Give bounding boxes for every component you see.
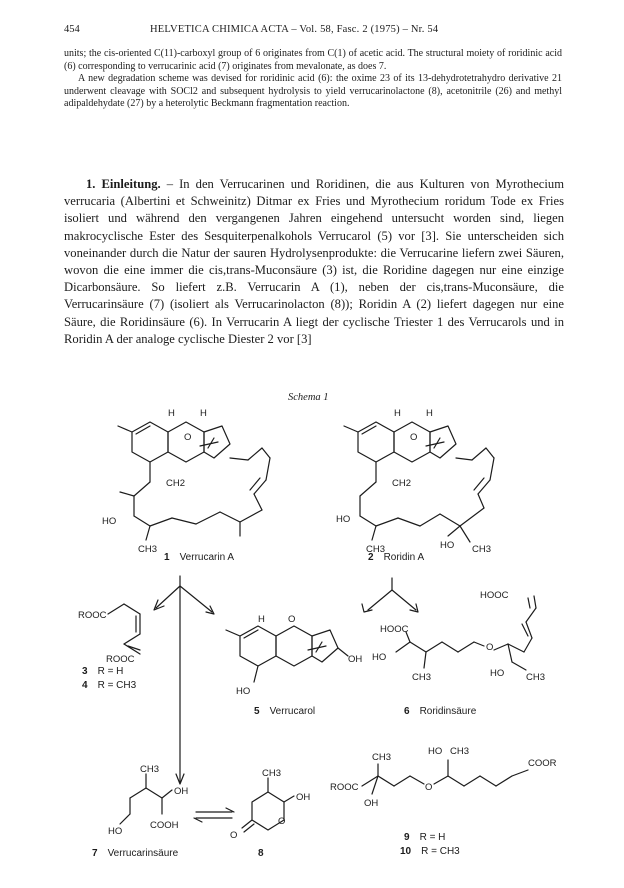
label-o: O xyxy=(410,432,418,443)
label-o: O xyxy=(288,614,296,625)
label-o: O xyxy=(425,782,433,793)
introduction-section xyxy=(64,176,564,348)
label-h: H xyxy=(426,408,433,419)
caption-compound-1: 1 Verrucarin A xyxy=(164,552,235,563)
label-oh: OH xyxy=(296,792,311,803)
label-cooh: COOH xyxy=(150,820,179,831)
label-ch2: CH2 xyxy=(392,478,412,489)
label-h: H xyxy=(394,408,401,419)
label-h: H xyxy=(200,408,207,419)
label-h: H xyxy=(168,408,175,419)
structure-roridin-a xyxy=(344,422,494,542)
running-header xyxy=(64,24,544,40)
label-ch3: CH3 xyxy=(366,544,386,555)
label-ch3: CH3 xyxy=(412,672,432,683)
structure-diester xyxy=(362,760,528,794)
label-o: O xyxy=(486,642,494,653)
structure-muconic-acid xyxy=(108,604,140,654)
label-ho: HO xyxy=(236,686,251,697)
caption-compound-10: 10 R = CH3 xyxy=(400,846,460,857)
label-ho: HO xyxy=(372,652,387,663)
running-head-title: HELVETICA CHIMICA ACTA – Vol. 58, Fasc. 2 (1975) – Nr. 54 xyxy=(150,24,439,35)
label-ch3: CH3 xyxy=(138,544,158,555)
reaction-scheme xyxy=(0,400,624,888)
scheme-title: Schema 1 xyxy=(288,392,329,403)
label-hooc: HOOC xyxy=(480,590,509,601)
label-ho: HO xyxy=(336,514,351,525)
introduction-text: – In den Verrucarinen und Roridinen, die aus Kulturen von Myrothecium verrucaria (Albertini et Schweinitz) Ditmar ex Fries und Myrothecium roridum Tode ex Fries isoliert und während den vergangenen Jahren eingehend untersucht worden sind, liegen makrocyclische Ester des Sesquiterpenalkohols Verrucarol (5) vor [3]. Sie unterscheiden sich voneinander durch die Natur der sauren Hydrolysenprodukte: die Verrucarine liefern zwei Säuren, wovon die eine immer die cis,trans-Muconsäure (3) ist, die Roridine dagegen nur eine einzige Dicarbonsäure. So liefert z.B. Verrucarin A (1), neben der cis,trans-Muconsäure, die Verrucarinsäure (7) (isoliert als Verrucarinolacton (8)); Roridin A (2) liefert dagegen nur eine Säure, die Roridinsäure (6). In Verrucarin A liegt der cyclische Triester 1 des Verrucarols und in Roridin A der analoge cyclische Diester 2 vor [3] xyxy=(64,177,564,346)
caption-compound-6: 6 Roridinsäure xyxy=(404,706,477,717)
label-rooc: ROOC xyxy=(106,654,135,665)
label-ch3: CH3 xyxy=(262,768,282,779)
caption-compound-4: 4 R = CH3 xyxy=(82,680,137,691)
label-coor: COOR xyxy=(528,758,557,769)
label-rooc: ROOC xyxy=(78,610,107,621)
label-ch3: CH3 xyxy=(450,746,470,757)
introduction-paragraph xyxy=(64,176,564,348)
label-oh: OH xyxy=(364,798,379,809)
label-rooc: ROOC xyxy=(330,782,359,793)
caption-compound-7: 7 Verrucarinsäure xyxy=(92,848,179,859)
label-o: O xyxy=(230,830,238,841)
label-ch2: CH2 xyxy=(166,478,186,489)
structure-verrucarol xyxy=(226,626,348,682)
section-heading: 1. Einleitung. xyxy=(86,177,161,191)
structure-verrucarinic-acid xyxy=(120,774,172,824)
abstract-paragraph-2: A new degradation scheme was devised for roridinic acid (6): the oxime 23 of its 13-dehydrotetrahydro derivative 21 underwent cleavage with SOCl2 and subsequent hydrolysis to yield verrucarinolactone (8), acetonitrile (26) and methyl adipaldehydate (27) by a heterolytic Beckmann fragmentation reaction. xyxy=(64,73,562,110)
caption-compound-3: 3 R = H xyxy=(82,666,124,677)
caption-compound-2: 2 Roridin A xyxy=(368,552,425,563)
label-h: H xyxy=(258,614,265,625)
page-number: 454 xyxy=(64,24,80,35)
caption-compound-5: 5 Verrucarol xyxy=(254,706,316,717)
label-ch3: CH3 xyxy=(472,544,492,555)
abstract xyxy=(64,48,562,111)
label-ho: HO xyxy=(102,516,117,527)
label-oh: OH xyxy=(174,786,189,797)
label-ho: HO xyxy=(108,826,123,837)
label-ch3: CH3 xyxy=(526,672,546,683)
label-ch3: CH3 xyxy=(140,764,160,775)
structure-verrucarin-a xyxy=(118,422,270,540)
label-oh: OH xyxy=(348,654,363,665)
label-ho: HO xyxy=(440,540,455,551)
structure-verrucarinolactone xyxy=(242,778,294,832)
label-ch3: CH3 xyxy=(372,752,392,763)
label-ho: HO xyxy=(490,668,505,679)
caption-compound-8: 8 xyxy=(258,848,264,859)
label-ho: HO xyxy=(428,746,443,757)
abstract-paragraph-1: units; the cis-oriented C(11)-carboxyl group of 6 originates from C(1) of acetic acid. The structural moiety of roridinic acid (6) corresponding to verrucarinic acid (7) originates from mevalonate, as does 7. xyxy=(64,48,562,72)
reaction-arrows xyxy=(154,576,418,822)
label-o: O xyxy=(184,432,192,443)
label-hooc: HOOC xyxy=(380,624,409,635)
label-o: O xyxy=(278,816,286,827)
caption-compound-9: 9 R = H xyxy=(404,832,446,843)
